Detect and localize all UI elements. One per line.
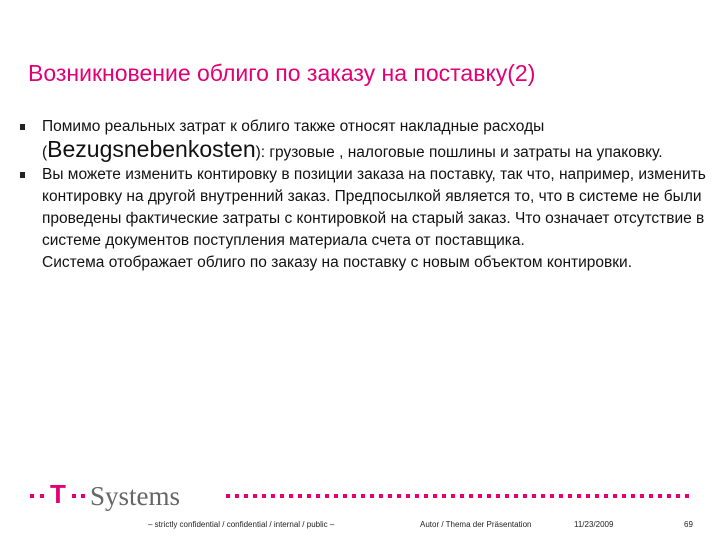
logo-dot [532, 494, 536, 498]
logo-dot [235, 494, 239, 498]
logo-dot [72, 494, 76, 498]
logo-dot [442, 494, 446, 498]
logo-dot [649, 494, 653, 498]
logo-dot [478, 494, 482, 498]
bullet-list [20, 116, 710, 274]
logo-dot [631, 494, 635, 498]
bullet-text-pre: Помимо реальных затрат к облиго также относят накладные расходы ( [42, 118, 545, 161]
bullet-text: Вы можете изменить контировку в позиции заказа на поставку, так что, например, изменить контировку на другой внутренний заказ. Предпосылкой является то, что в системе не были проведены фактические затраты с контировкой на старый заказ. Что означает отсутствие в системе документов поступления материала счета от поставщика. [42, 166, 706, 249]
bullet-text-second-paragraph: Система отображает облиго по заказу на поставку с новым объектом контировки. [42, 254, 633, 271]
logo-dot [514, 494, 518, 498]
bullet-marker [20, 172, 25, 178]
logo-dot [676, 494, 680, 498]
logo-dot [361, 494, 365, 498]
logo-dot [370, 494, 374, 498]
author-topic-label: Autor / Thema der Präsentation [420, 520, 532, 529]
logo-dot [523, 494, 527, 498]
logo-dot [487, 494, 491, 498]
logo-dot [406, 494, 410, 498]
logo-dot [307, 494, 311, 498]
logo-dot [460, 494, 464, 498]
logo-dot [415, 494, 419, 498]
logo-dot [280, 494, 284, 498]
logo-dot [226, 494, 230, 498]
bullet-item [20, 116, 710, 164]
logo-dot [81, 494, 85, 498]
logo-dot [30, 494, 34, 498]
bullet-item [20, 164, 710, 274]
logo-dot [289, 494, 293, 498]
logo-dot [586, 494, 590, 498]
bullet-marker [20, 124, 25, 130]
logo-dot [352, 494, 356, 498]
logo-dot-row [226, 494, 689, 498]
page-number: 69 [684, 520, 693, 529]
logo-dot [451, 494, 455, 498]
confidentiality-label: – strictly confidential / confidential / internal / public – [148, 520, 335, 529]
logo-dot [334, 494, 338, 498]
logo-dot [316, 494, 320, 498]
logo-dot [433, 494, 437, 498]
logo-dot [550, 494, 554, 498]
logo-t: T [50, 479, 66, 509]
logo-dot [496, 494, 500, 498]
logo-dot [40, 494, 44, 498]
logo-dot [253, 494, 257, 498]
bullet-text-post: ): грузовые , налоговые пошлины и затраты на упаковку. [255, 144, 663, 161]
logo-dot [379, 494, 383, 498]
logo-dot [559, 494, 563, 498]
logo-dot [667, 494, 671, 498]
logo-dot [685, 494, 689, 498]
logo-dot [568, 494, 572, 498]
logo-dot [271, 494, 275, 498]
logo-dot [469, 494, 473, 498]
logo-dot [577, 494, 581, 498]
logo-dot [541, 494, 545, 498]
bullet-text-term: Bezugsnebenkosten [47, 136, 256, 162]
date-label: 11/23/2009 [574, 520, 614, 529]
logo-dot [424, 494, 428, 498]
logo-dot [640, 494, 644, 498]
logo-dot [505, 494, 509, 498]
logo-dot [613, 494, 617, 498]
logo-dot [604, 494, 608, 498]
logo-dot [244, 494, 248, 498]
logo-dot [262, 494, 266, 498]
logo-dot [397, 494, 401, 498]
logo-systems: Systems [90, 481, 181, 511]
logo-dot [388, 494, 392, 498]
logo-dot [595, 494, 599, 498]
t-systems-logo [26, 478, 696, 514]
logo-dot [298, 494, 302, 498]
logo-dot [658, 494, 662, 498]
logo-dot [622, 494, 626, 498]
slide-title: Возникновение облиго по заказу на поставку(2) [28, 60, 536, 87]
logo-dot [343, 494, 347, 498]
logo-dot [325, 494, 329, 498]
